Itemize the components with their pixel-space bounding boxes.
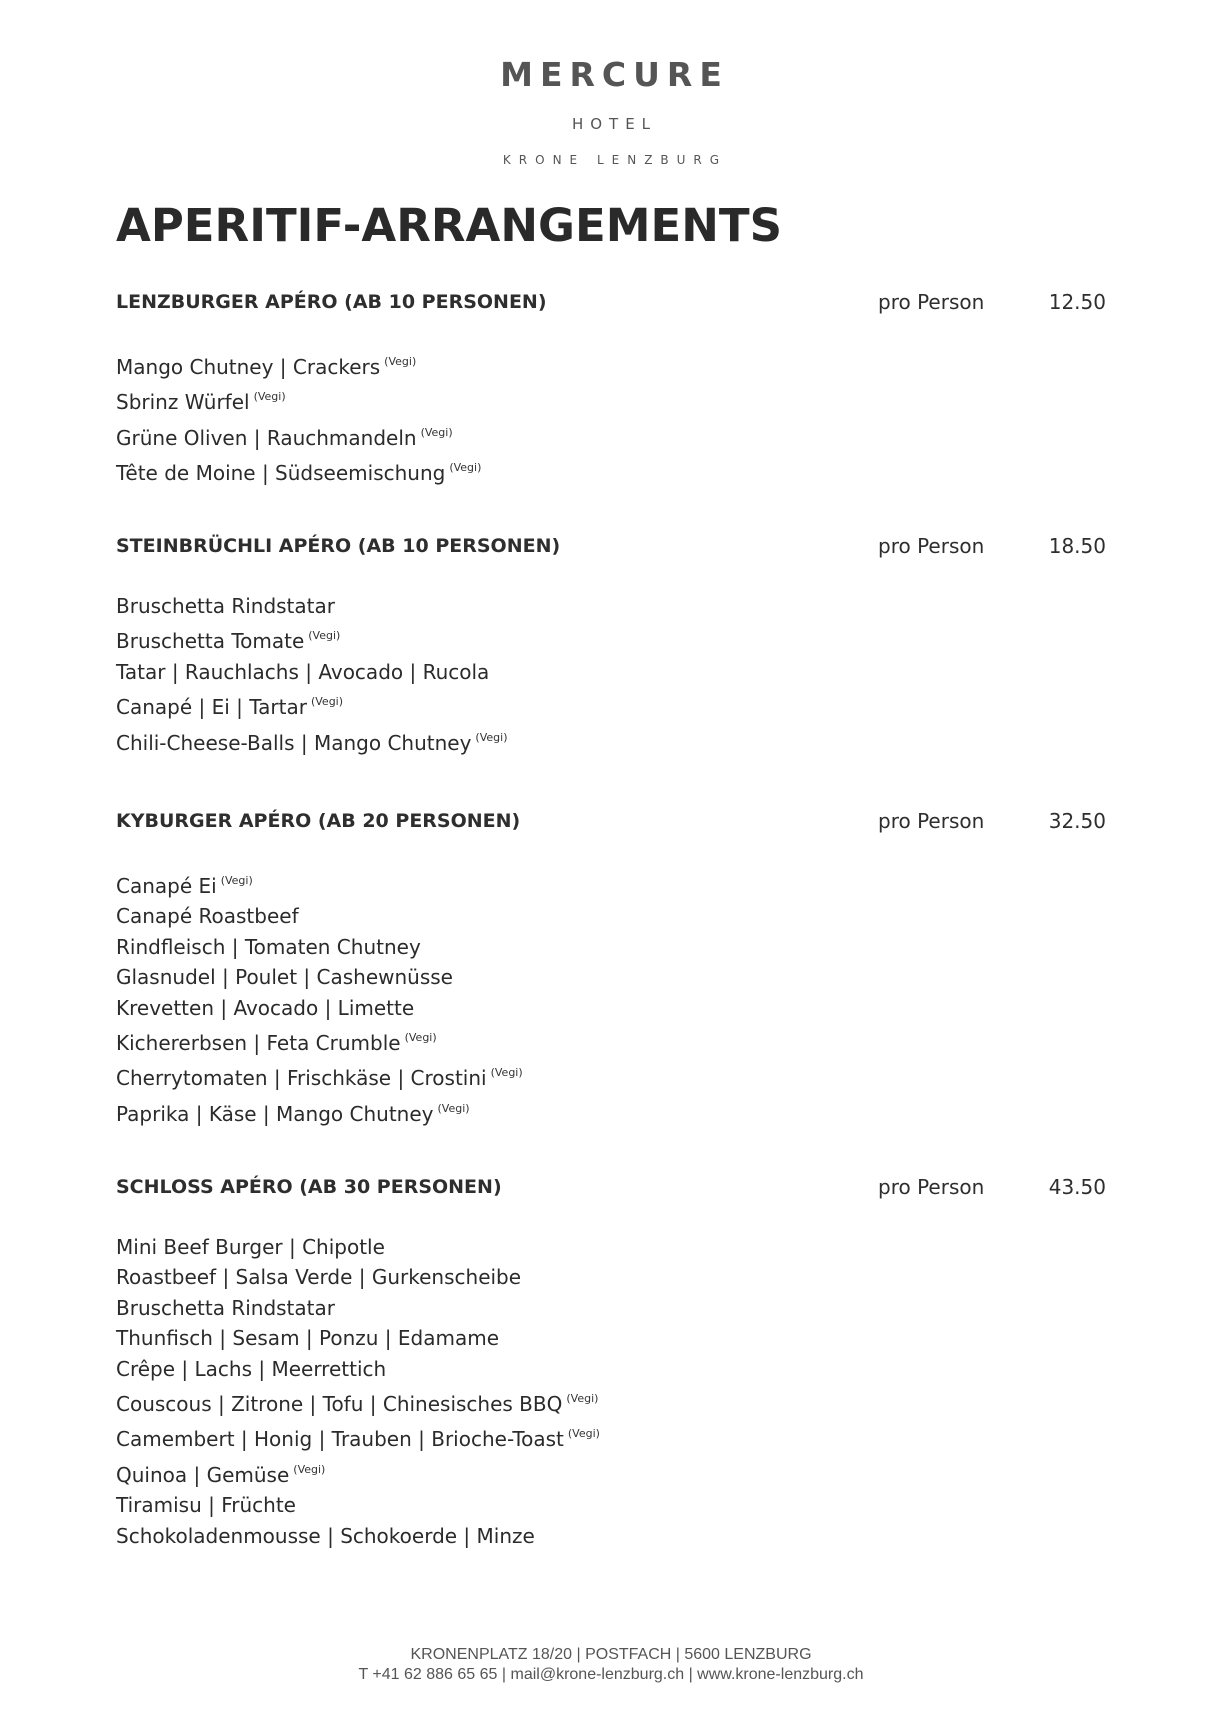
item-text: Kichererbsen | Feta Crumble [116,1031,401,1056]
footer-address: KRONENPLATZ 18/20 | POSTFACH | 5600 LENZBURG [410,1646,812,1663]
section-header [116,531,1106,561]
item-text: Canapé Roastbeef [116,904,299,929]
list-item [116,723,1106,758]
logo-brand: MERCURE [500,55,729,94]
item-list [116,347,1106,489]
logo-location: KRONE LENZBURG [502,153,728,167]
list-item [116,453,1106,488]
item-text: Bruschetta Rindstatar [116,1295,335,1320]
per-person-label: pro Person [878,290,985,314]
list-item [116,657,1106,687]
menu-section-steinbruechli [116,531,1106,758]
item-text: Tiramisu | Früchte [116,1493,296,1518]
vegi-tag: (Vegi) [308,629,341,643]
item-list [116,1232,1106,1551]
item-text: Bruschetta Tomate [116,629,305,654]
list-item [116,993,1106,1023]
item-text: Schokoladenmousse | Schokoerde | Minze [116,1523,535,1548]
list-item [116,418,1106,453]
item-text: Rindfleisch | Tomaten Chutney [116,934,421,959]
per-person-label: pro Person [878,534,985,558]
item-text: Crêpe | Lachs | Meerrettich [116,1356,387,1381]
item-text: Mini Beef Burger | Chipotle [116,1235,385,1259]
list-item [116,591,1106,621]
list-item [116,1323,1106,1353]
vegi-tag: (Vegi) [293,1462,326,1476]
list-item [116,1521,1106,1551]
section-header [116,806,1106,836]
list-item [116,1455,1106,1490]
item-text: Quinoa | Gemüse [116,1462,290,1487]
menu-section-schloss [116,1172,1106,1551]
per-person-label: pro Person [878,809,985,833]
list-item [116,621,1106,656]
vegi-tag: (Vegi) [449,461,482,475]
section-title: LENZBURGER APÉRO (AB 10 PERSONEN) [116,291,547,313]
item-text: Couscous | Zitrone | Tofu | Chinesisches BBQ [116,1392,563,1417]
section-title: SCHLOSS APÉRO (AB 30 PERSONEN) [116,1176,502,1198]
item-text: Mango Chutney | Crackers [116,355,381,379]
list-item [116,901,1106,931]
item-text: Camembert | Honig | Trauben | Brioche-Toast [116,1427,564,1452]
section-title: STEINBRÜCHLI APÉRO (AB 10 PERSONEN) [116,535,561,557]
section-header [116,287,1106,317]
section-price: 18.50 [1048,534,1106,558]
footer-contact: T +41 62 886 65 65 | mail@krone-lenzburg.ch | www.krone-lenzburg.ch [358,1666,864,1683]
vegi-tag: (Vegi) [490,1066,523,1080]
item-text: Cherrytomaten | Frischkäse | Crostini [116,1066,487,1091]
list-item [116,1058,1106,1093]
item-text: Grüne Oliven | Rauchmandeln [116,425,417,450]
vegi-tag: (Vegi) [310,695,344,709]
list-item [116,1262,1106,1292]
per-person-label: pro Person [878,1175,985,1199]
item-text: Glasnudel | Poulet | Cashewnüsse [116,965,453,990]
item-text: Tatar | Rauchlachs | Avocado | Rucola [116,659,490,684]
vegi-tag: (Vegi) [420,425,453,439]
item-text: Bruschetta Rindstatar [116,594,335,618]
section-price: 43.50 [1048,1175,1106,1199]
page-footer [0,1645,1222,1685]
page-title: APERITIF-ARRANGEMENTS [116,199,782,252]
list-item [116,1490,1106,1520]
item-text: Sbrinz Würfel [116,390,250,415]
vegi-tag: (Vegi) [437,1101,470,1115]
list-item [116,1419,1106,1454]
vegi-tag: (Vegi) [253,390,286,404]
item-text: Chili-Cheese-Balls | Mango Chutney [116,730,472,755]
hotel-logo [0,55,1222,167]
list-item [116,962,1106,992]
list-item [116,866,1106,901]
list-item [116,1293,1106,1323]
list-item [116,1094,1106,1129]
item-text: Canapé | Ei | Tartar [116,695,307,720]
menu-section-kyburger [116,806,1106,1129]
vegi-tag: (Vegi) [475,730,508,744]
list-item [116,932,1106,962]
item-list [116,591,1106,758]
menu-section-lenzburger [116,287,1106,489]
list-item [116,687,1106,722]
list-item [116,347,1106,382]
item-list [116,866,1106,1129]
item-text: Krevetten | Avocado | Limette [116,995,415,1020]
section-price: 12.50 [1048,290,1106,314]
vegi-tag: (Vegi) [220,874,253,887]
vegi-tag: (Vegi) [567,1427,600,1441]
item-text: Tête de Moine | Südseemischung [116,461,446,486]
section-title: KYBURGER APÉRO (AB 20 PERSONEN) [116,810,521,832]
vegi-tag: (Vegi) [404,1031,437,1045]
item-text: Canapé Ei [116,874,217,898]
section-price: 32.50 [1048,809,1106,833]
item-text: Paprika | Käse | Mango Chutney [116,1101,434,1126]
item-text: Thunfisch | Sesam | Ponzu | Edamame [116,1326,499,1351]
section-header [116,1172,1106,1202]
item-text: Roastbeef | Salsa Verde | Gurkenscheibe [116,1265,522,1290]
list-item [116,382,1106,417]
list-item [116,1384,1106,1419]
list-item [116,1354,1106,1384]
list-item [116,1232,1106,1262]
list-item [116,1023,1106,1058]
vegi-tag: (Vegi) [384,355,417,368]
vegi-tag: (Vegi) [566,1392,599,1406]
logo-hotel: HOTEL [571,115,658,133]
